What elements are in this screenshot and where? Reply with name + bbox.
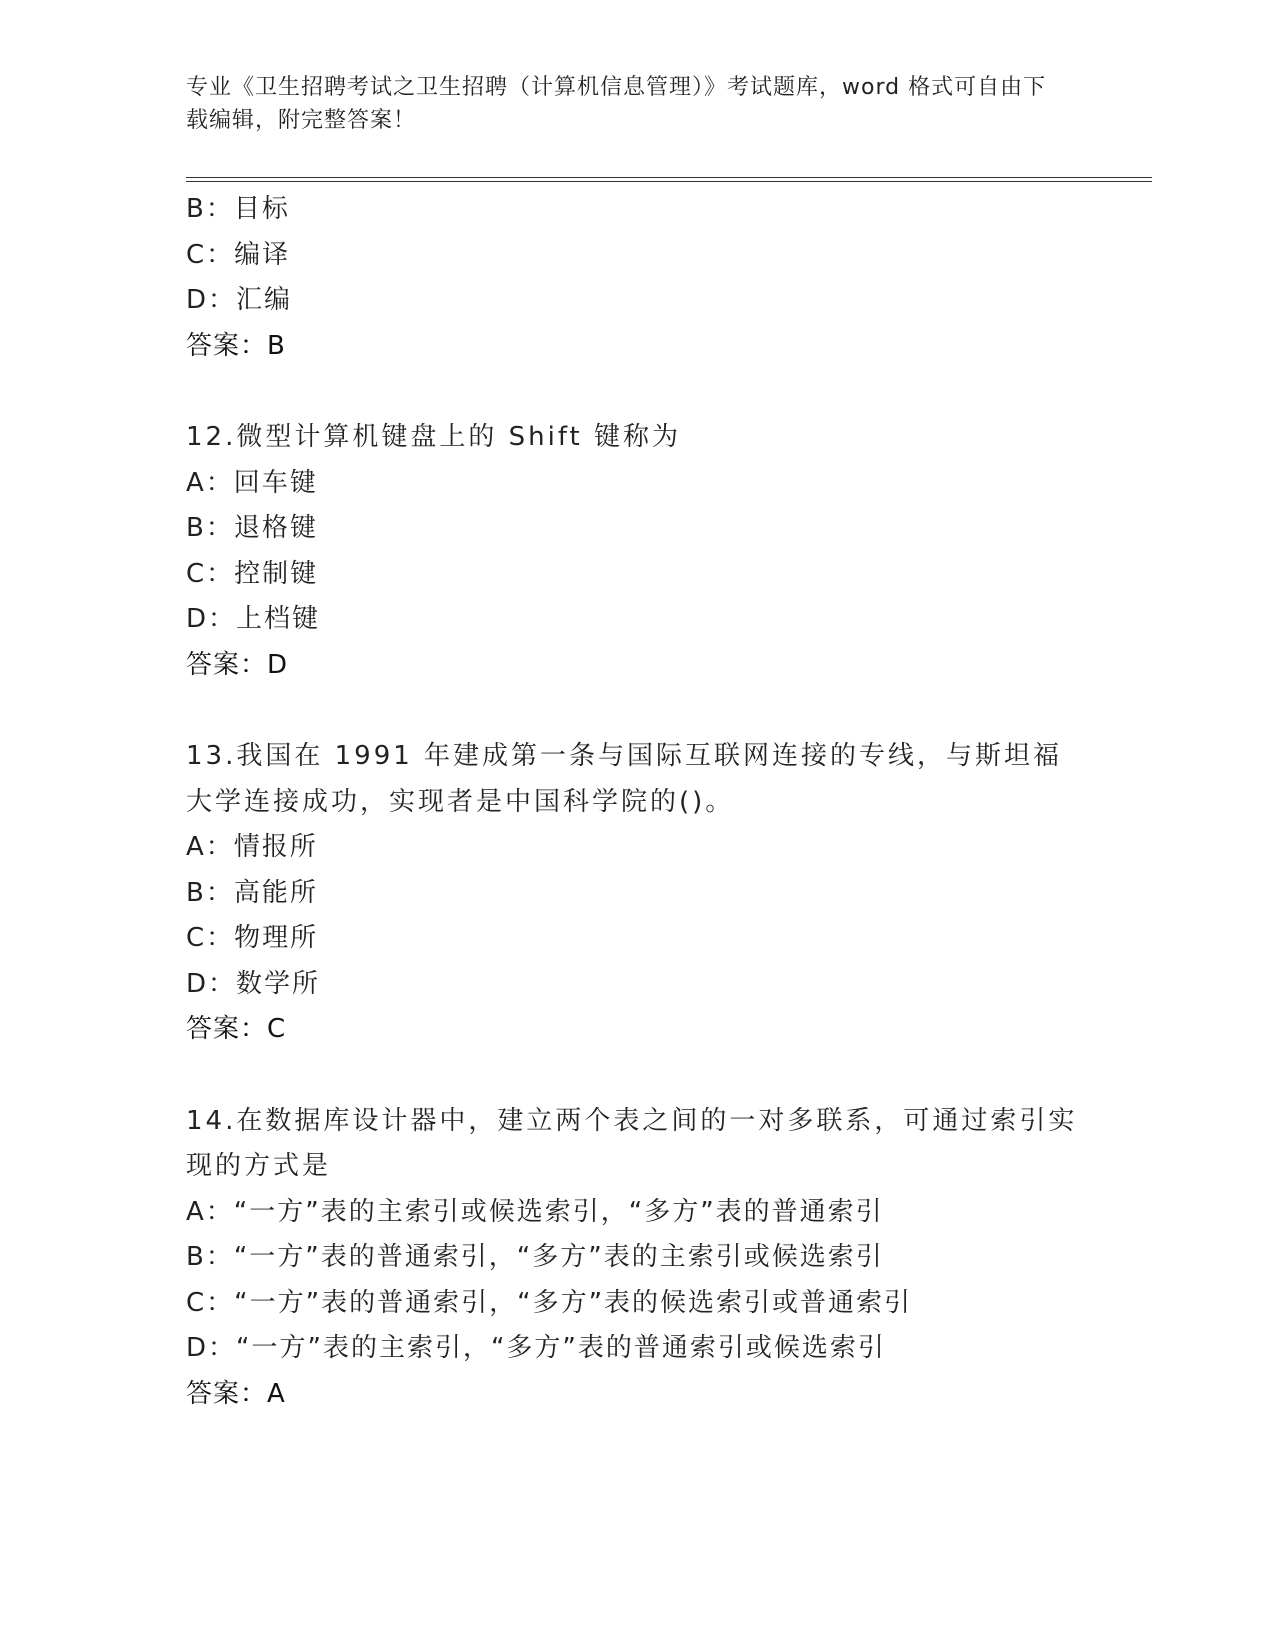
option-a: A：“一方”表的主索引或候选索引，“多方”表的普通索引: [186, 1196, 884, 1227]
option-c: C：“一方”表的普通索引，“多方”表的候选索引或普通索引: [186, 1287, 913, 1318]
answer-line: 答案：D: [186, 649, 289, 680]
question-title: 12.微型计算机键盘上的 Shift 键称为: [186, 422, 681, 452]
option-a: A：情报所: [186, 832, 318, 862]
question-spacer: [186, 688, 1086, 734]
option-c: C：编译: [186, 239, 291, 270]
question-title: 13.我国在 1991 年建成第一条与国际互联网连接的专线，与斯坦福大学连接成功，实现者是中国科学院的()。: [186, 741, 1063, 817]
option-b: B：目标: [186, 194, 290, 224]
header-divider-top: [186, 177, 1152, 178]
question-block-13: [186, 734, 1086, 1053]
question-block-partial: [186, 187, 1086, 369]
option-d: D：“一方”表的主索引，“多方”表的普通索引或候选索引: [186, 1333, 886, 1363]
option-a: A：回车键: [186, 467, 318, 498]
answer-line: 答案：B: [186, 330, 286, 361]
option-d: D：数学所: [186, 968, 321, 999]
option-b: B：高能所: [186, 877, 318, 908]
question-block-14: [186, 1099, 1086, 1418]
question-block-12: [186, 415, 1086, 688]
question-spacer: [186, 369, 1086, 415]
question-spacer: [186, 1053, 1086, 1099]
option-b: B：“一方”表的普通索引，“多方”表的主索引或候选索引: [186, 1242, 884, 1272]
question-title: 14.在数据库设计器中，建立两个表之间的一对多联系，可通过索引实现的方式是: [186, 1105, 1078, 1181]
option-c: C：控制键: [186, 558, 319, 589]
header-divider-bottom: [186, 181, 1152, 182]
option-c: C：物理所: [186, 923, 319, 953]
document-header: 专业《卫生招聘考试之卫生招聘（计算机信息管理）》考试题库，word 格式可自由下载编辑，附完整答案！: [186, 75, 1047, 133]
question-list: [186, 187, 1086, 1417]
option-d: D：上档键: [186, 604, 321, 634]
answer-line: 答案：A: [186, 1378, 286, 1409]
option-b: B：退格键: [186, 513, 318, 543]
option-d: D：汇编: [186, 285, 293, 315]
answer-line: 答案：C: [186, 1014, 287, 1044]
